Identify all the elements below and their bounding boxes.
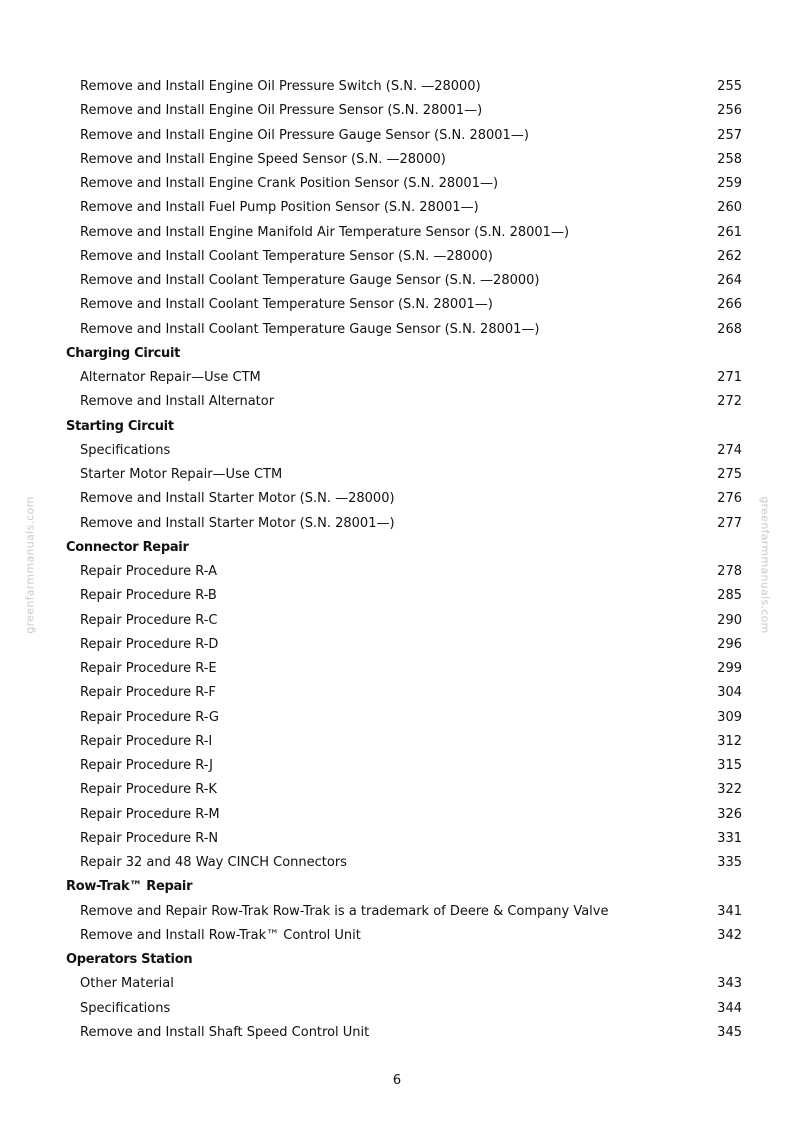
toc-entry-page: 304 bbox=[717, 685, 742, 701]
toc-entry[interactable] bbox=[0, 730, 794, 754]
toc-entry-title: Remove and Install Row-Trak™ Control Unit bbox=[80, 927, 361, 943]
toc-entry-page: 271 bbox=[717, 370, 742, 385]
toc-entry[interactable] bbox=[0, 124, 794, 148]
toc-entry[interactable] bbox=[0, 681, 794, 705]
toc-entry[interactable] bbox=[0, 900, 794, 924]
toc-entry-page: 290 bbox=[717, 612, 742, 628]
toc-entry[interactable] bbox=[0, 706, 794, 730]
toc-entry-title: Remove and Install Engine Oil Pressure Sensor (S.N. 28001—) bbox=[80, 103, 483, 119]
toc-entry-page: 312 bbox=[717, 733, 742, 749]
toc-entry[interactable] bbox=[0, 148, 794, 172]
toc-entry[interactable] bbox=[0, 584, 794, 608]
toc-entry-page: 264 bbox=[717, 273, 742, 288]
toc-entry-page: 285 bbox=[717, 588, 742, 604]
toc-entry-title: Remove and Install Engine Manifold Air Temperature Sensor (S.N. 28001—) bbox=[80, 224, 570, 240]
toc-entry-title: Remove and Install Alternator bbox=[80, 394, 275, 410]
toc-entry-title: Remove and Install Engine Speed Sensor (S.N. —28000) bbox=[80, 151, 446, 167]
toc-entry-title: Remove and Install Coolant Temperature Sensor (S.N. —28000) bbox=[80, 248, 493, 264]
toc-section-title: Connector Repair bbox=[66, 539, 189, 555]
toc-entry-title: Remove and Install Shaft Speed Control Unit bbox=[80, 1024, 370, 1040]
toc-entry-title: Specifications bbox=[80, 442, 171, 458]
toc-entry-title: Remove and Install Coolant Temperature Gauge Sensor (S.N. —28000) bbox=[80, 273, 540, 288]
toc-entry-title: Remove and Install Engine Oil Pressure Gauge Sensor (S.N. 28001—) bbox=[80, 127, 529, 143]
toc-entry-title: Remove and Install Engine Oil Pressure Switch (S.N. —28000) bbox=[80, 79, 481, 94]
toc-entry[interactable] bbox=[0, 221, 794, 245]
toc-entry-page: 268 bbox=[717, 321, 742, 337]
toc-entry[interactable] bbox=[0, 803, 794, 827]
toc-entry[interactable] bbox=[0, 997, 794, 1021]
toc-entry[interactable] bbox=[0, 1021, 794, 1045]
toc-entry[interactable] bbox=[0, 366, 794, 390]
toc-entry-page: 257 bbox=[717, 127, 742, 143]
toc-entry-title: Repair Procedure R-K bbox=[80, 782, 217, 798]
toc-entry[interactable] bbox=[0, 924, 794, 948]
toc-section-heading[interactable] bbox=[0, 415, 794, 439]
toc-entry[interactable] bbox=[0, 972, 794, 996]
toc-entry[interactable] bbox=[0, 245, 794, 269]
toc-entry-page: 315 bbox=[717, 758, 742, 773]
page-number: 6 bbox=[392, 1073, 402, 1088]
toc-entry-page: 266 bbox=[717, 297, 742, 313]
toc-entry-page: 277 bbox=[717, 515, 742, 531]
toc-entry-page: 331 bbox=[717, 830, 742, 846]
toc-entry[interactable] bbox=[0, 172, 794, 196]
toc-entry-title: Alternator Repair—Use CTM bbox=[80, 370, 261, 385]
toc-entry-page: 296 bbox=[717, 636, 742, 652]
toc-entry-title: Remove and Install Starter Motor (S.N. —28000) bbox=[80, 491, 395, 507]
toc-entry[interactable] bbox=[0, 778, 794, 802]
toc-entry-page: 262 bbox=[717, 248, 742, 264]
toc-section-heading[interactable] bbox=[0, 948, 794, 972]
toc-entry[interactable] bbox=[0, 439, 794, 463]
toc-entry[interactable] bbox=[0, 293, 794, 317]
toc-entry[interactable] bbox=[0, 99, 794, 123]
toc-entry-page: 344 bbox=[717, 1000, 742, 1016]
toc-entry[interactable] bbox=[0, 827, 794, 851]
toc-entry-page: 255 bbox=[717, 79, 742, 94]
toc-entry-page: 278 bbox=[717, 564, 742, 579]
toc-section-title: Starting Circuit bbox=[66, 418, 174, 434]
toc-entry-title: Repair Procedure R-B bbox=[80, 588, 217, 604]
toc-entry-title: Remove and Install Coolant Temperature Sensor (S.N. 28001—) bbox=[80, 297, 493, 313]
toc-entry-title: Repair Procedure R-F bbox=[80, 685, 216, 701]
toc-entry[interactable] bbox=[0, 487, 794, 511]
toc-entry-title: Repair Procedure R-M bbox=[80, 806, 220, 822]
toc-entry-page: 299 bbox=[717, 661, 742, 676]
toc-entry-title: Repair Procedure R-I bbox=[80, 733, 213, 749]
toc-entry[interactable] bbox=[0, 512, 794, 536]
toc-entry-title: Repair Procedure R-D bbox=[80, 636, 219, 652]
toc-entry-title: Remove and Repair Row-Trak Row-Trak is a trademark of Deere & Company Valve bbox=[80, 903, 609, 919]
toc-entry-title: Remove and Install Starter Motor (S.N. 28001—) bbox=[80, 515, 395, 531]
toc-entry-page: 342 bbox=[717, 927, 742, 943]
toc-entry[interactable] bbox=[0, 851, 794, 875]
toc-entry-page: 335 bbox=[717, 855, 742, 870]
toc-entry[interactable] bbox=[0, 560, 794, 584]
toc-entry[interactable] bbox=[0, 754, 794, 778]
toc-section-heading[interactable] bbox=[0, 875, 794, 899]
toc-entry-title: Remove and Install Fuel Pump Position Sensor (S.N. 28001—) bbox=[80, 200, 479, 216]
toc-entry-title: Repair Procedure R-N bbox=[80, 830, 219, 846]
toc-entry-page: 256 bbox=[717, 103, 742, 119]
toc-entry-page: 259 bbox=[717, 176, 742, 191]
toc-entry-title: Repair Procedure R-J bbox=[80, 758, 213, 773]
toc-entry-page: 341 bbox=[717, 903, 742, 919]
toc-entry-page: 260 bbox=[717, 200, 742, 216]
toc-entry[interactable] bbox=[0, 657, 794, 681]
toc-section-title: Row-Trak™ Repair bbox=[66, 879, 193, 895]
toc-entry-title: Repair Procedure R-C bbox=[80, 612, 218, 628]
toc-entry-title: Remove and Install Engine Crank Position Sensor (S.N. 28001—) bbox=[80, 176, 499, 191]
toc-entry-page: 276 bbox=[717, 491, 742, 507]
table-of-contents bbox=[0, 75, 794, 1045]
toc-entry-title: Repair 32 and 48 Way CINCH Connectors bbox=[80, 855, 347, 870]
toc-entry[interactable] bbox=[0, 390, 794, 414]
toc-entry[interactable] bbox=[0, 269, 794, 293]
toc-entry-page: 272 bbox=[717, 394, 742, 410]
toc-entry-page: 345 bbox=[717, 1024, 742, 1040]
toc-entry-title: Remove and Install Coolant Temperature Gauge Sensor (S.N. 28001—) bbox=[80, 321, 540, 337]
toc-entry-page: 322 bbox=[717, 782, 742, 798]
toc-section-title: Operators Station bbox=[66, 952, 193, 967]
watermark-right: greenfarmmanuals.com bbox=[758, 496, 772, 634]
toc-entry-page: 343 bbox=[717, 976, 742, 992]
toc-entry-title: Repair Procedure R-A bbox=[80, 564, 218, 579]
toc-entry[interactable] bbox=[0, 633, 794, 657]
toc-entry[interactable] bbox=[0, 196, 794, 220]
toc-entry[interactable] bbox=[0, 463, 794, 487]
toc-entry-title: Repair Procedure R-E bbox=[80, 661, 217, 676]
toc-section-heading[interactable] bbox=[0, 342, 794, 366]
toc-section-title: Charging Circuit bbox=[66, 345, 181, 361]
toc-entry[interactable] bbox=[0, 75, 794, 99]
toc-entry[interactable] bbox=[0, 609, 794, 633]
toc-entry[interactable] bbox=[0, 318, 794, 342]
toc-entry-page: 261 bbox=[717, 224, 742, 240]
toc-entry-title: Repair Procedure R-G bbox=[80, 709, 219, 725]
toc-entry-page: 275 bbox=[717, 467, 742, 482]
toc-entry-title: Other Material bbox=[80, 976, 174, 992]
toc-entry-page: 309 bbox=[717, 709, 742, 725]
toc-entry-title: Specifications bbox=[80, 1000, 171, 1016]
toc-entry-page: 326 bbox=[717, 806, 742, 822]
watermark-left: greenfarmmanuals.com bbox=[23, 496, 37, 634]
toc-entry-title: Starter Motor Repair—Use CTM bbox=[80, 467, 283, 482]
toc-section-heading[interactable] bbox=[0, 536, 794, 560]
toc-entry-page: 258 bbox=[717, 151, 742, 167]
toc-entry-page: 274 bbox=[717, 442, 742, 458]
